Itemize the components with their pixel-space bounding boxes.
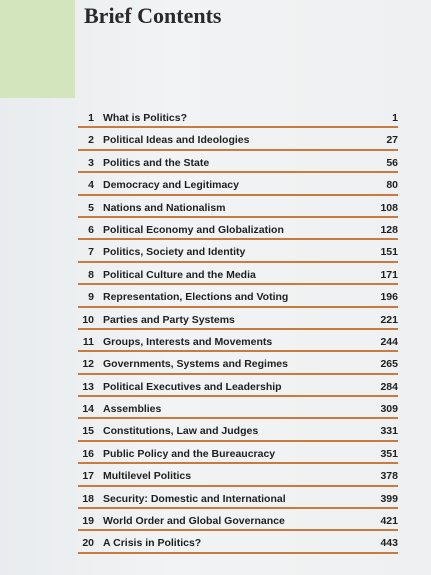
chapter-title: Security: Domestic and International — [103, 492, 286, 505]
chapter-title: Parties and Party Systems — [103, 313, 235, 326]
chapter-number: 13 — [82, 380, 94, 393]
chapter-page: 80 — [386, 179, 398, 192]
chapter-number: 5 — [88, 201, 94, 214]
toc-row — [78, 308, 398, 330]
toc-row — [78, 464, 398, 486]
chapter-number: 8 — [88, 268, 94, 281]
chapter-number: 20 — [82, 537, 94, 550]
toc-row — [78, 240, 398, 262]
chapter-title: Assemblies — [103, 403, 162, 416]
chapter-title: Political Ideas and Ideologies — [103, 134, 250, 147]
chapter-number: 16 — [82, 447, 94, 460]
chapter-number: 6 — [88, 223, 94, 236]
toc-row — [78, 419, 398, 441]
chapter-page: 331 — [380, 425, 398, 438]
chapter-title: Public Policy and the Bureaucracy — [103, 447, 276, 460]
toc-row — [78, 173, 398, 195]
chapter-title: Politics and the State — [103, 156, 210, 169]
chapter-title: Governments, Systems and Regimes — [103, 358, 288, 371]
chapter-page: 244 — [380, 335, 398, 348]
chapter-number: 9 — [88, 291, 94, 304]
chapter-page: 421 — [380, 515, 398, 528]
chapter-title: Political Economy and Globalization — [103, 223, 284, 236]
chapter-title: A Crisis in Politics? — [103, 537, 202, 550]
chapter-page: 399 — [380, 492, 398, 505]
chapter-title: Political Executives and Leadership — [103, 380, 282, 393]
chapter-number: 4 — [88, 179, 94, 192]
chapter-title: Nations and Nationalism — [103, 201, 226, 214]
chapter-number: 14 — [82, 403, 94, 416]
chapter-page: 108 — [380, 201, 398, 214]
chapter-title: Political Culture and the Media — [103, 268, 256, 281]
chapter-number: 12 — [82, 358, 94, 371]
page-title: Brief Contents — [84, 3, 222, 28]
chapter-number: 2 — [88, 134, 94, 147]
toc-row — [78, 397, 398, 419]
chapter-number: 11 — [82, 335, 94, 348]
toc-row — [78, 509, 398, 531]
chapter-page: 378 — [380, 470, 398, 483]
chapter-page: 27 — [386, 134, 398, 147]
chapter-page: 443 — [380, 537, 398, 550]
chapter-page: 265 — [380, 358, 398, 371]
chapter-page: 171 — [380, 268, 398, 281]
chapter-title: Democracy and Legitimacy — [103, 179, 239, 192]
chapter-page: 351 — [380, 447, 398, 460]
chapter-page: 56 — [386, 156, 398, 169]
chapter-page: 128 — [380, 223, 398, 236]
toc-row — [78, 375, 398, 397]
chapter-page: 196 — [380, 291, 398, 304]
chapter-title: Politics, Society and Identity — [103, 246, 246, 259]
chapter-page: 221 — [380, 313, 398, 326]
toc-row — [78, 352, 398, 374]
chapter-title: Multilevel Politics — [103, 470, 192, 483]
green-accent-block — [0, 0, 75, 98]
chapter-title: What is Politics? — [103, 112, 188, 124]
table-of-contents — [78, 106, 398, 554]
toc-row — [78, 263, 398, 285]
toc-row — [78, 531, 398, 553]
toc-row — [78, 218, 398, 240]
toc-row — [78, 442, 398, 464]
chapter-number: 18 — [82, 492, 94, 505]
chapter-page: 151 — [380, 246, 398, 259]
toc-row — [78, 285, 398, 307]
toc-row — [78, 128, 398, 150]
chapter-title: Constitutions, Law and Judges — [103, 425, 259, 438]
toc-row — [78, 487, 398, 509]
chapter-title: Representation, Elections and Voting — [103, 291, 289, 304]
toc-row — [78, 151, 398, 173]
chapter-number: 1 — [88, 112, 94, 124]
toc-row — [78, 330, 398, 352]
chapter-number: 10 — [82, 313, 94, 326]
toc-row — [78, 196, 398, 218]
chapter-number: 19 — [82, 515, 94, 528]
chapter-title: Groups, Interests and Movements — [103, 335, 273, 348]
chapter-number: 7 — [88, 246, 94, 259]
chapter-page: 284 — [380, 380, 398, 393]
chapter-number: 3 — [88, 156, 94, 169]
chapter-title: World Order and Global Governance — [103, 515, 285, 528]
chapter-page: 309 — [380, 403, 398, 416]
toc-row — [78, 106, 398, 128]
chapter-number: 15 — [82, 425, 94, 438]
chapter-number: 17 — [82, 470, 94, 483]
chapter-page: 1 — [392, 112, 398, 124]
